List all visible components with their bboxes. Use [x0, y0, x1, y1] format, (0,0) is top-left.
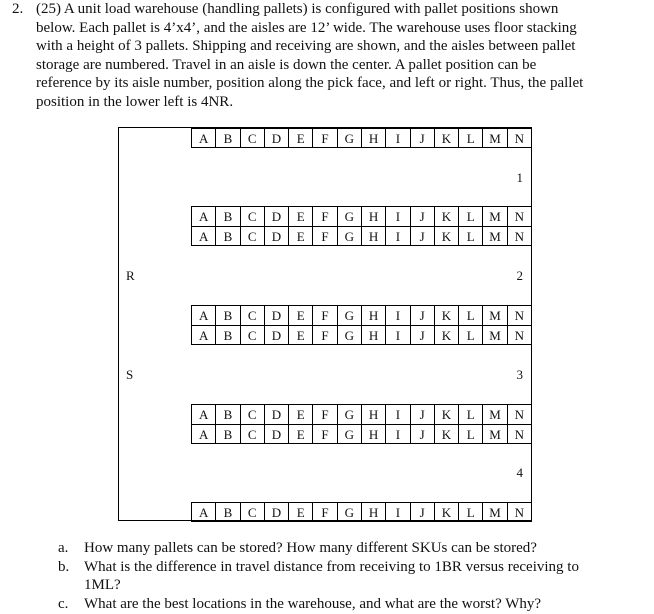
pallet-position-cell: N: [508, 425, 532, 444]
pallet-position-cell: A: [192, 405, 216, 424]
pallet-position-cell: J: [411, 207, 435, 226]
pallet-position-cell: J: [411, 425, 435, 444]
pallet-position-cell: G: [338, 129, 362, 148]
question-a: [58, 539, 638, 558]
pallet-position-cell: M: [483, 227, 507, 246]
pallet-position-cell: I: [386, 129, 410, 148]
question-label: a.: [58, 540, 69, 556]
pallet-position-cell: N: [508, 326, 532, 345]
pallet-position-cell: H: [362, 503, 386, 522]
pallet-position-cell: C: [241, 129, 265, 148]
pallet-position-cell: L: [459, 503, 483, 522]
pallet-position-cell: F: [313, 207, 337, 226]
pallet-position-cell: N: [508, 405, 532, 424]
pallet-position-cell: F: [313, 326, 337, 345]
pallet-position-cell: F: [313, 503, 337, 522]
pallet-position-cell: J: [411, 326, 435, 345]
pallet-position-cell: L: [459, 326, 483, 345]
pallet-position-cell: I: [386, 405, 410, 424]
aisle-number-4: 4: [516, 465, 523, 480]
pallet-position-cell: K: [435, 306, 459, 325]
pallet-position-cell: L: [459, 129, 483, 148]
pallet-position-cell: F: [313, 227, 337, 246]
pallet-position-cell: M: [483, 326, 507, 345]
pallet-position-cell: K: [435, 405, 459, 424]
pallet-position-cell: L: [459, 227, 483, 246]
pallet-position-cell: C: [241, 503, 265, 522]
question-c: [58, 595, 638, 614]
pallet-row: [191, 325, 532, 345]
pallet-position-cell: K: [435, 425, 459, 444]
pallet-position-cell: E: [289, 425, 313, 444]
pallet-position-cell: E: [289, 405, 313, 424]
pallet-position-cell: D: [265, 227, 289, 246]
pallet-position-cell: D: [265, 326, 289, 345]
pallet-position-cell: C: [241, 227, 265, 246]
pallet-position-cell: G: [338, 227, 362, 246]
receiving-label: R: [126, 268, 135, 283]
pallet-position-cell: H: [362, 326, 386, 345]
pallet-position-cell: H: [362, 306, 386, 325]
question-text: What is the difference in travel distance from receiving to 1BR versus receiving to: [84, 558, 579, 575]
pallet-position-cell: G: [338, 326, 362, 345]
pallet-position-cell: E: [289, 326, 313, 345]
aisle-number-3: 3: [516, 367, 523, 382]
pallet-position-cell: N: [508, 227, 532, 246]
pallet-position-cell: I: [386, 207, 410, 226]
pallet-position-cell: J: [411, 306, 435, 325]
pallet-position-cell: B: [216, 326, 240, 345]
problem-line: storage are numbered. Travel in an aisle is down the center. A pallet position can be: [36, 56, 537, 73]
pallet-position-cell: B: [216, 425, 240, 444]
pallet-position-cell: L: [459, 405, 483, 424]
pallet-position-cell: D: [265, 425, 289, 444]
question-text: How many pallets can be stored? How many different SKUs can be stored?: [84, 540, 537, 556]
pallet-position-cell: K: [435, 503, 459, 522]
pallet-position-cell: N: [508, 129, 532, 148]
pallet-position-cell: M: [483, 129, 507, 148]
aisle-number-2: 2: [516, 268, 523, 283]
pallet-position-cell: B: [216, 129, 240, 148]
question-label: b.: [58, 558, 70, 575]
problem-line: below. Each pallet is 4’x4’, and the aisles are 12’ wide. The warehouse uses floor stacking: [36, 19, 577, 36]
pallet-position-cell: M: [483, 207, 507, 226]
pallet-position-cell: A: [192, 129, 216, 148]
pallet-position-cell: D: [265, 207, 289, 226]
problem-line: reference by its aisle number, position along the pick face, and left or right. Thus, the pallet: [36, 75, 584, 92]
pallet-position-cell: G: [338, 425, 362, 444]
pallet-position-cell: G: [338, 503, 362, 522]
pallet-position-cell: L: [459, 207, 483, 226]
pallet-position-cell: J: [411, 405, 435, 424]
pallet-position-cell: D: [265, 503, 289, 522]
pallet-position-cell: F: [313, 129, 337, 148]
pallet-position-cell: G: [338, 207, 362, 226]
pallet-position-cell: N: [508, 306, 532, 325]
pallet-position-cell: I: [386, 425, 410, 444]
pallet-position-cell: A: [192, 227, 216, 246]
pallet-position-cell: I: [386, 326, 410, 345]
pallet-row: [191, 206, 532, 226]
aisle-number-1: 1: [516, 170, 523, 185]
pallet-position-cell: H: [362, 425, 386, 444]
pallet-position-cell: B: [216, 207, 240, 226]
pallet-position-cell: H: [362, 207, 386, 226]
problem-text: [36, 0, 642, 112]
pallet-position-cell: F: [313, 425, 337, 444]
problem-line: position in the lower left is 4NR.: [36, 93, 234, 110]
pallet-position-cell: L: [459, 425, 483, 444]
pallet-position-cell: K: [435, 129, 459, 148]
pallet-position-cell: E: [289, 227, 313, 246]
question-text: What are the best locations in the warehouse, and what are the worst? Why?: [84, 595, 542, 612]
pallet-position-cell: K: [435, 227, 459, 246]
pallet-position-cell: J: [411, 227, 435, 246]
problem-number: 2.: [12, 1, 24, 17]
warehouse-layout-diagram: [118, 127, 532, 521]
problem-line: with a height of 3 pallets. Shipping and receiving are shown, and the aisles between pallet: [36, 38, 576, 55]
pallet-row: [191, 305, 532, 325]
pallet-position-cell: H: [362, 405, 386, 424]
pallet-position-cell: B: [216, 503, 240, 522]
pallet-position-cell: D: [265, 405, 289, 424]
pallet-position-cell: H: [362, 227, 386, 246]
pallet-position-cell: M: [483, 405, 507, 424]
pallet-position-cell: I: [386, 306, 410, 325]
pallet-position-cell: A: [192, 306, 216, 325]
pallet-position-cell: L: [459, 306, 483, 325]
pallet-row: [191, 226, 532, 246]
pallet-position-cell: A: [192, 425, 216, 444]
pallet-position-cell: E: [289, 207, 313, 226]
pallet-position-cell: M: [483, 306, 507, 325]
pallet-position-cell: J: [411, 503, 435, 522]
pallet-position-cell: C: [241, 425, 265, 444]
pallet-position-cell: A: [192, 326, 216, 345]
pallet-position-cell: C: [241, 207, 265, 226]
pallet-position-cell: B: [216, 306, 240, 325]
pallet-position-cell: N: [508, 207, 532, 226]
pallet-position-cell: J: [411, 129, 435, 148]
pallet-position-cell: I: [386, 227, 410, 246]
pallet-position-cell: M: [483, 425, 507, 444]
pallet-row: [191, 404, 532, 424]
pallet-position-cell: A: [192, 207, 216, 226]
pallet-position-cell: A: [192, 503, 216, 522]
pallet-position-cell: H: [362, 129, 386, 148]
pallet-position-cell: E: [289, 503, 313, 522]
pallet-position-cell: N: [508, 503, 532, 522]
problem-line: (25) A unit load warehouse (handling pallets) is configured with pallet positions shown: [36, 1, 559, 17]
pallet-position-cell: D: [265, 306, 289, 325]
pallet-row: [191, 424, 532, 444]
question-b: [58, 558, 638, 595]
pallet-position-cell: K: [435, 207, 459, 226]
pallet-position-cell: E: [289, 306, 313, 325]
shipping-label: S: [126, 367, 134, 382]
pallet-position-cell: B: [216, 405, 240, 424]
question-text: 1ML?: [84, 577, 121, 594]
question-label: c.: [58, 595, 69, 612]
pallet-position-cell: M: [483, 503, 507, 522]
pallet-position-cell: D: [265, 129, 289, 148]
pallet-position-cell: G: [338, 405, 362, 424]
pallet-position-cell: E: [289, 129, 313, 148]
pallet-position-cell: F: [313, 306, 337, 325]
pallet-position-cell: F: [313, 405, 337, 424]
pallet-position-cell: G: [338, 306, 362, 325]
pallet-position-cell: C: [241, 405, 265, 424]
pallet-position-cell: K: [435, 326, 459, 345]
pallet-row: [191, 502, 532, 522]
pallet-position-cell: C: [241, 306, 265, 325]
question-list: [58, 539, 638, 613]
pallet-position-cell: B: [216, 227, 240, 246]
pallet-position-cell: I: [386, 503, 410, 522]
pallet-row: [191, 128, 532, 148]
pallet-position-cell: C: [241, 326, 265, 345]
